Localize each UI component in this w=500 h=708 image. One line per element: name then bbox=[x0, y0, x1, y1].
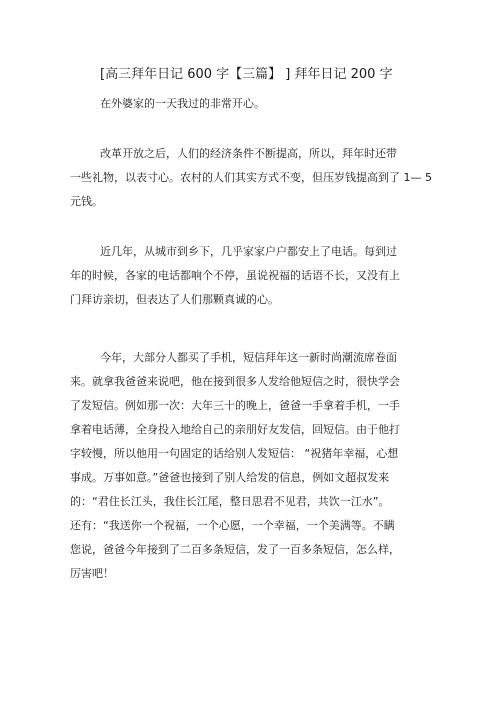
paragraph-line: 厉害吧！ bbox=[70, 567, 114, 580]
paragraph-line: 年的时候，各家的电话都响个不停，虽说祝福的话语不长，又没有上 bbox=[70, 269, 400, 282]
paragraph-line: 改革开放之后，人们的经济条件不断提高，所以，拜年时还带 bbox=[100, 147, 397, 160]
paragraph-line: 近几年，从城市到乡下，几乎家家户户都安上了电话。每到过 bbox=[100, 245, 397, 258]
paragraph-line: 您说，爸爸今年接到了二百多条短信，发了一百多条短信，怎么样， bbox=[70, 543, 400, 556]
paragraph-2 bbox=[70, 240, 410, 312]
paragraph-line: 元钱。 bbox=[70, 195, 103, 208]
paragraph-line: 一些礼物，以表寸心。农村的人们其实方式不变，但压岁钱提高到了 1— 5 bbox=[70, 171, 432, 184]
paragraph-line: 了发短信。例如那一次：大年三十的晚上，爸爸一手拿着手机，一手 bbox=[70, 399, 400, 412]
paragraph-line: 还有：“我送你一个祝福，一个心愿，一个幸福，一个美满等。不瞒 bbox=[70, 519, 395, 532]
document-title: [高三拜年日记 600 字【三篇】 ] 拜年日记 200 字 bbox=[100, 67, 393, 82]
paragraph-line: 的：“君住长江头，我住长江尾，整日思君不见君，共饮一江水”。 bbox=[70, 495, 390, 508]
paragraph-line: 字较慢，所以他用一句固定的话给别人发短信： “祝猪年幸福，心想 bbox=[70, 447, 399, 460]
paragraph-3 bbox=[70, 346, 410, 586]
paragraph-line: 事成。万事如意。”爸爸也接到了别人给发的信息，例如文超叔发来 bbox=[70, 471, 390, 484]
paragraph-line: 拿着电话薄，全身投入地给自己的亲朋好友发信，回短信。由于他打 bbox=[70, 423, 400, 436]
paragraph-line: 今年，大部分人都买了手机，短信拜年这一新时尚潮流席卷面 bbox=[100, 351, 397, 364]
paragraph-1 bbox=[70, 142, 432, 214]
paragraph-line: 来。就拿我爸爸来说吧，他在接到很多人发给他短信之时，很快学会 bbox=[70, 375, 400, 388]
intro-line: 在外婆家的一天我过的非常开心。 bbox=[100, 97, 265, 110]
paragraph-line: 门拜访亲切，但表达了人们那颗真诚的心。 bbox=[70, 293, 279, 306]
